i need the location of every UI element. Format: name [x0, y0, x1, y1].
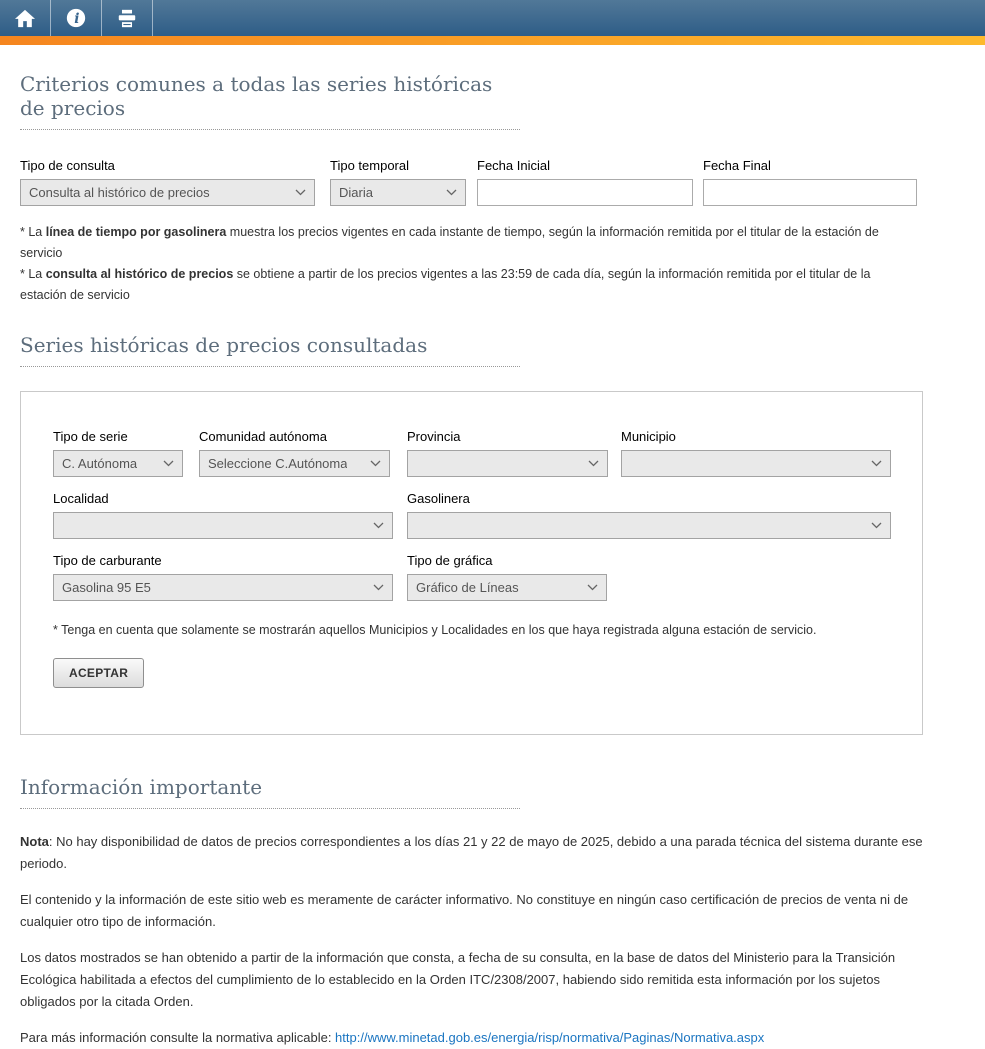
field-fecha-inicial	[477, 158, 693, 206]
info-paragraph-source: Los datos mostrados se han obtenido a partir de la información que consta, a fecha de su consulta, en la base de datos del Ministerio para la Transición Ecológica habilitada a efectos del cumplimiento de lo establecido en la Orden ITC/2308/2007, habiendo sido remitida esta información por los sujetos obligados por la citada Orden.	[20, 950, 896, 1009]
fecha-inicial-input[interactable]	[477, 179, 693, 206]
grafica-select[interactable]	[407, 574, 607, 601]
criteria-form-row	[20, 158, 965, 206]
carburante-value: Gasolina 95 E5	[62, 580, 151, 595]
comunidad-select[interactable]	[199, 450, 390, 477]
municipio-select[interactable]	[621, 450, 891, 477]
field-gasolinera	[407, 491, 891, 539]
field-fecha-final	[703, 158, 917, 206]
field-tipo-carburante	[53, 553, 393, 601]
fecha-inicial-label: Fecha Inicial	[477, 158, 550, 173]
info-paragraph-disclaimer: El contenido y la información de este sitio web es meramente de carácter informativo. No constituye en ningún caso certificación de precios de venta ni de cualquier otro tipo de información.	[20, 892, 909, 929]
chevron-down-icon	[871, 522, 882, 529]
chevron-down-icon	[373, 522, 384, 529]
chevron-down-icon	[871, 460, 882, 467]
tipo-consulta-value: Consulta al histórico de precios	[29, 185, 210, 200]
fecha-final-label: Fecha Final	[703, 158, 771, 173]
field-tipo-consulta	[20, 158, 315, 206]
field-localidad	[53, 491, 393, 539]
series-panel-note: * Tenga en cuenta que solamente se mostrarán aquellos Municipios y Localidades en los que haya registrada alguna estación de servicio.	[53, 623, 817, 637]
grafica-label: Tipo de gráfica	[407, 553, 493, 568]
chevron-down-icon	[163, 460, 174, 467]
municipio-label: Municipio	[621, 429, 676, 444]
tipo-serie-select[interactable]	[53, 450, 183, 477]
home-button[interactable]	[0, 0, 51, 36]
series-section-title: Series históricas de precios consultadas	[20, 333, 520, 367]
tipo-serie-value: C. Autónoma	[62, 456, 138, 471]
tipo-consulta-label: Tipo de consulta	[20, 158, 115, 173]
chevron-down-icon	[370, 460, 381, 467]
note-consulta-historico: * La consulta al histórico de precios se obtiene a partir de los precios vigentes a las 23:59 de cada día, según la información remitida por el titular de la estación de servicio	[20, 267, 871, 302]
field-tipo-serie	[53, 429, 183, 477]
comunidad-value: Seleccione C.Autónoma	[208, 456, 348, 471]
field-comunidad-autonoma	[199, 429, 390, 477]
fecha-final-input[interactable]	[703, 179, 917, 206]
svg-text:i: i	[74, 11, 80, 28]
grafica-value: Gráfico de Líneas	[416, 580, 519, 595]
chevron-down-icon	[373, 584, 384, 591]
series-row-3	[53, 553, 892, 601]
criteria-section-title: Criterios comunes a todas las series históricas de precios	[20, 72, 520, 130]
tipo-consulta-select[interactable]	[20, 179, 315, 206]
criteria-notes	[20, 222, 920, 306]
chevron-down-icon	[295, 189, 306, 196]
tipo-temporal-select[interactable]	[330, 179, 466, 206]
gasolinera-select[interactable]	[407, 512, 891, 539]
info-section-title: Información importante	[20, 775, 520, 809]
chevron-down-icon	[588, 460, 599, 467]
info-button[interactable]	[51, 0, 102, 36]
info-paragraph-nota: Nota: No hay disponibilidad de datos de precios correspondientes a los días 21 y 22 de mayo de 2025, debido a una parada técnica del sistema durante ese periodo.	[20, 834, 923, 871]
chevron-down-icon	[446, 189, 457, 196]
note-linea-tiempo: * La línea de tiempo por gasolinera muestra los precios vigentes en cada instante de tiempo, según la información remitida por el titular de la estación de servicio	[20, 225, 879, 260]
localidad-select[interactable]	[53, 512, 393, 539]
field-municipio	[621, 429, 891, 477]
series-panel	[20, 391, 923, 735]
comunidad-label: Comunidad autónoma	[199, 429, 327, 444]
chevron-down-icon	[587, 584, 598, 591]
carburante-label: Tipo de carburante	[53, 553, 162, 568]
carburante-select[interactable]	[53, 574, 393, 601]
gasolinera-label: Gasolinera	[407, 491, 470, 506]
top-navigation-bar	[0, 0, 985, 36]
localidad-label: Localidad	[53, 491, 109, 506]
series-row-2	[53, 491, 892, 539]
info-paragraph-normativa: Para más información consulte la normativa aplicable: http://www.minetad.gob.es/energia/risp/normativa/Paginas/Normativa.aspx	[20, 1030, 765, 1045]
provincia-label: Provincia	[407, 429, 461, 444]
print-button[interactable]	[102, 0, 153, 36]
tipo-temporal-value: Diaria	[339, 185, 373, 200]
tipo-temporal-label: Tipo temporal	[330, 158, 409, 173]
field-tipo-temporal	[330, 158, 466, 206]
info-icon	[65, 7, 87, 29]
home-icon	[14, 8, 36, 28]
provincia-select[interactable]	[407, 450, 608, 477]
field-tipo-grafica	[407, 553, 607, 601]
field-provincia	[407, 429, 608, 477]
important-info	[20, 831, 932, 1049]
aceptar-button[interactable]: ACEPTAR	[53, 658, 144, 688]
tipo-serie-label: Tipo de serie	[53, 429, 128, 444]
print-icon	[116, 8, 138, 29]
accent-stripe	[0, 36, 985, 45]
normativa-link[interactable]: http://www.minetad.gob.es/energia/risp/normativa/Paginas/Normativa.aspx	[335, 1030, 765, 1045]
series-row-1	[53, 429, 892, 477]
